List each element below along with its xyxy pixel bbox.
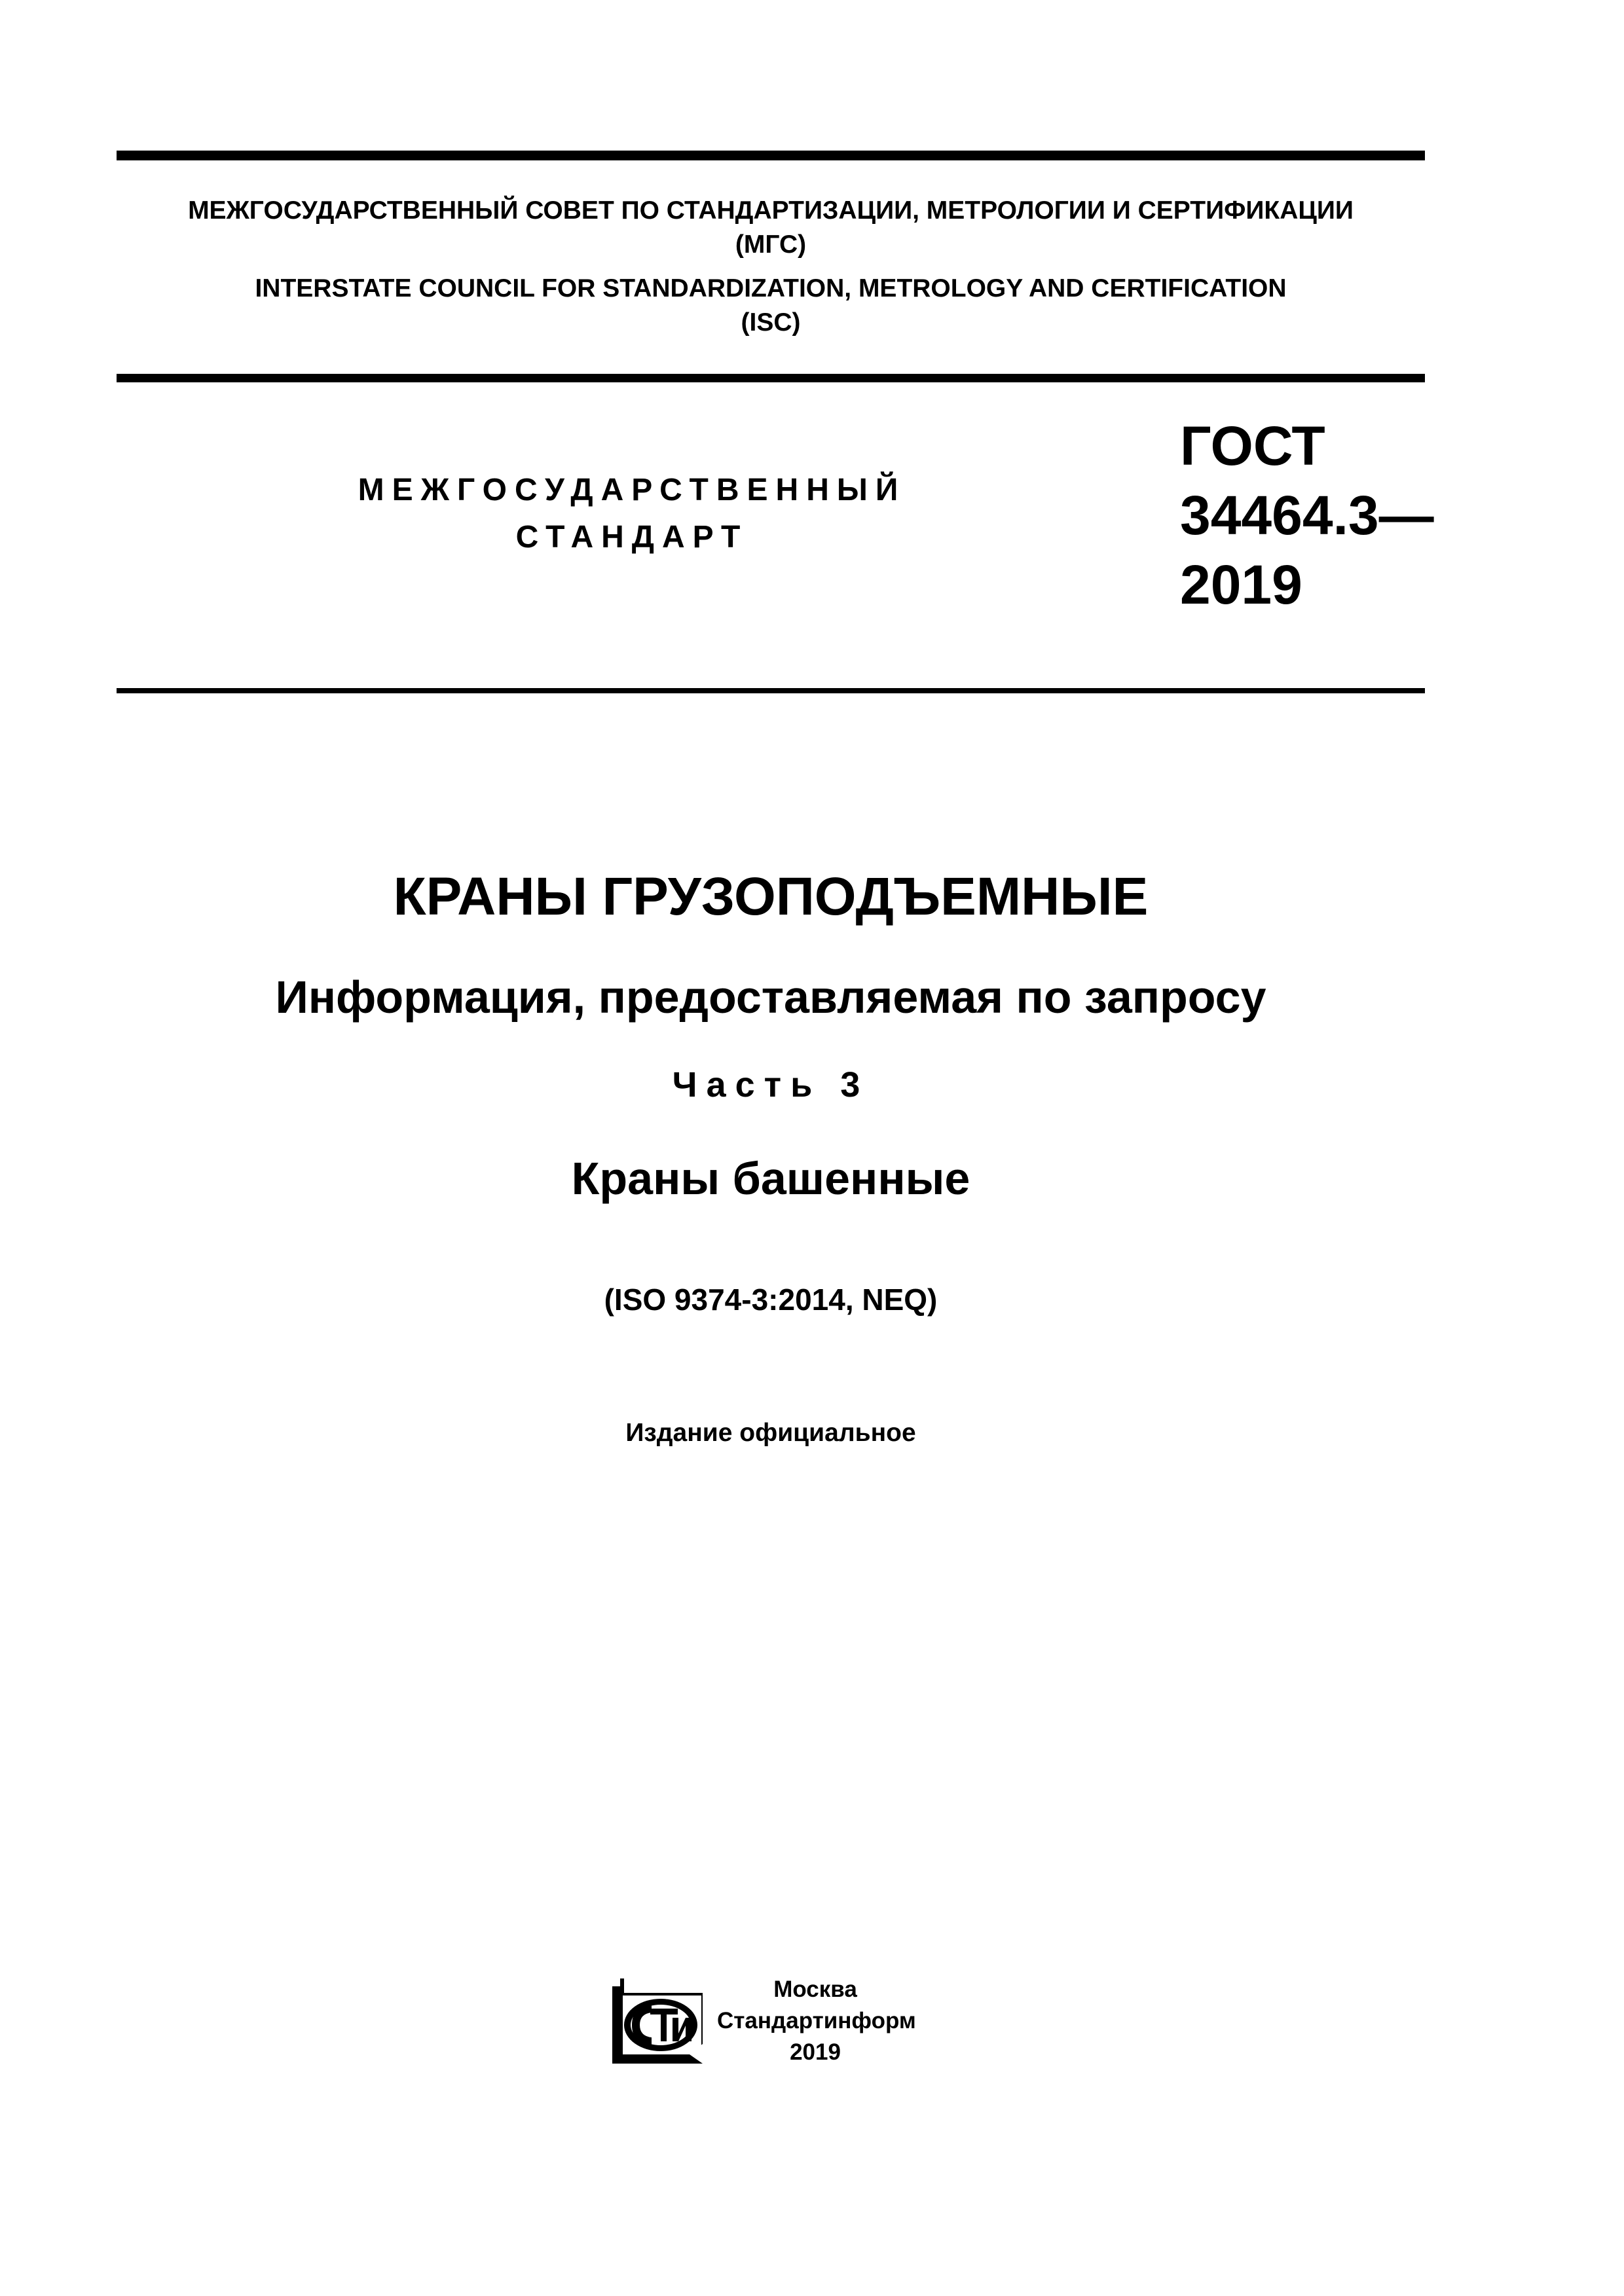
standard-type-line2: СТАНДАРТ [515, 520, 748, 555]
standartinform-logo-icon [612, 1978, 710, 2066]
document-part-title: Краны башенные [571, 1153, 970, 1204]
council-name-en [117, 272, 1425, 340]
document-subtitle: Информация, предоставляемая по запросу [275, 972, 1266, 1023]
council-name-en-line: INTERSTATE COUNCIL FOR STANDARDIZATION, METROLOGY AND CERTIFICATION [255, 274, 1287, 302]
edition-note: Издание официальное [625, 1419, 916, 1447]
header-rule [117, 688, 1425, 693]
standard-type [275, 467, 989, 561]
council-abbreviation-ru: (МГС) [735, 230, 807, 259]
document-part: Часть 3 [672, 1065, 870, 1104]
standard-type-line1: МЕЖГОСУДАРСТВЕННЫЙ [358, 473, 906, 507]
iso-reference: (ISO 9374-3:2014, NEQ) [604, 1283, 938, 1317]
designation-year: 2019 [1180, 554, 1302, 615]
designation-number: 34464.3— [1180, 484, 1434, 546]
standard-designation [1180, 411, 1434, 619]
publisher-year: 2019 [790, 2039, 841, 2065]
publisher-city: Москва [773, 1977, 857, 2002]
top-rule [117, 151, 1425, 160]
council-name-ru [117, 194, 1425, 262]
document-title: КРАНЫ ГРУЗОПОДЪЕМНЫЕ [393, 867, 1149, 926]
publisher-imprint [717, 1974, 916, 2068]
council-rule [117, 374, 1425, 382]
publisher-name: Стандартинформ [717, 2008, 916, 2033]
council-name-ru-line: МЕЖГОСУДАРСТВЕННЫЙ СОВЕТ ПО СТАНДАРТИЗАЦИИ, МЕТРОЛОГИИ И СЕРТИФИКАЦИИ [188, 196, 1354, 225]
council-abbreviation-en: (ISC) [741, 308, 801, 337]
designation-prefix: ГОСТ [1180, 415, 1325, 477]
